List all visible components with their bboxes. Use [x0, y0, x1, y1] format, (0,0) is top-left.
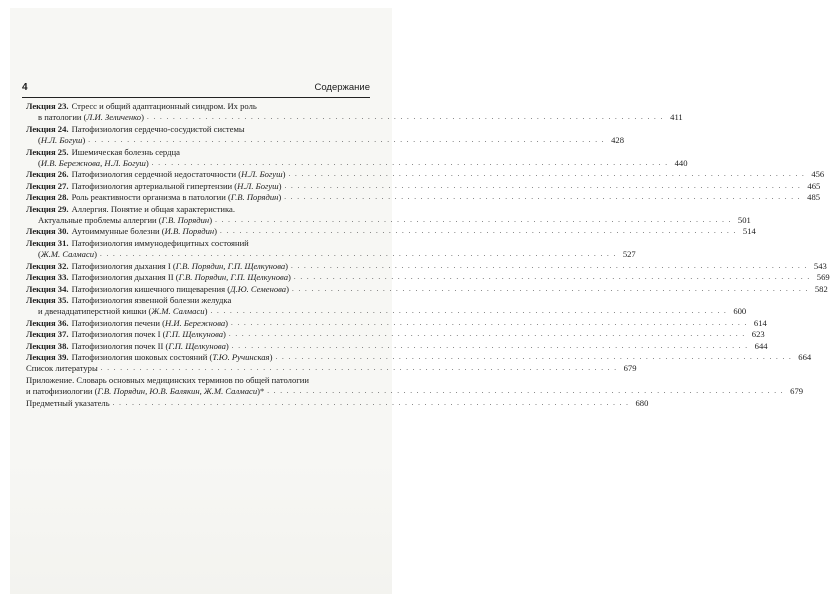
entry-author: Л.И. Зеличенко	[86, 112, 142, 123]
toc-line	[26, 260, 827, 272]
toc-entry	[26, 192, 821, 203]
toc-entry	[26, 329, 765, 340]
toc-entry	[26, 272, 830, 283]
lecture-label: Лекция 24.	[26, 123, 69, 134]
leader-dots: . . . . . . . . . . . . . . . . . . . . . . . . . . . . . . . . . . . . . . . . . . . . . . . . . . . . . . . . . . . . . . . . . . . . . . . . . . . . . . . .	[231, 318, 748, 327]
page-ref: 679	[623, 363, 637, 374]
page-shadow	[10, 460, 392, 594]
page-ref: 465	[807, 180, 821, 191]
page-number: 4	[22, 82, 28, 93]
leader-dots: . . . . . . . . . . . . . . . . . . . . . . . . . . . . . . . . . . . . . . . . . . . . . . . . . . . . . . . . . . . . . . . . . . . . . . . . . . . . . . . .	[88, 136, 605, 145]
entry-author: Ж.М. Салмаси	[40, 249, 95, 260]
entry-title: Патофизиология шоковых состояний (	[71, 351, 213, 362]
leader-dots: . . . . . . . . . . . . . . . . . . . . . . . . . . . . . . . . . . . . . . . . . . . . . . . . . . . . . . . . . . . . . . . . . . . . . . . . . . . . . . . .	[284, 193, 802, 202]
entry-title: (	[38, 249, 41, 260]
page-ref: 664	[798, 351, 812, 362]
toc-entry	[26, 237, 636, 261]
entry-author: Н.Л. Богуш	[237, 180, 279, 191]
toc-entry	[26, 169, 825, 180]
entry-author: Г.П. Щелкунова	[165, 329, 224, 340]
entry-suffix: )	[82, 135, 86, 146]
entry-title: Патофизиология печени (	[71, 317, 165, 328]
toc-line	[26, 238, 371, 249]
lecture-label: Лекция 36.	[26, 317, 69, 328]
lecture-label: Лекция 33.	[26, 272, 69, 283]
page-header	[22, 82, 370, 96]
page-ref: 428	[611, 135, 624, 146]
leader-dots: . . . . . . . . . . . . . . . . . . . . . . . . . . . . . . . . . . . . . . . . . . . . . . . . . . . . . . . . . . . . . . . . . . . . . . . . . . . . . . . .	[231, 341, 749, 350]
leader-dots: . . . . . . . . . . . . . . . . . . . . . . . . . . . . . . . . . . . . . . . . . . . . . . . . . . . . . . . . . . . . . . . . . . . . . . . . . . . . . . . .	[210, 307, 728, 316]
page-ref: 679	[790, 386, 804, 397]
entry-author: Н.Л. Богуш	[40, 135, 83, 146]
leader-dots: . . . . . . . . . . . . . . . . . . . . . . . . . . . . . . . . . . . . . . . . . . . . . . . . . . . . . . . . . . . . . . . . . . . . . . . . . . . . . . . .	[151, 159, 669, 168]
toc-entry	[26, 283, 828, 295]
toc-entry	[26, 146, 688, 170]
page-ref: 456	[811, 169, 825, 180]
toc-line	[26, 272, 830, 283]
toc-entry	[26, 340, 768, 352]
page-ref: 440	[674, 158, 688, 169]
page-ref: 569	[816, 272, 830, 283]
entry-author: Г.В. Порядин, Ю.В. Балякин, Ж.М. Салмаси	[97, 386, 258, 397]
page-ref: 600	[733, 306, 747, 317]
page-ref: 582	[814, 283, 828, 294]
entry-title: Патофизиология кишечного пищеварения (	[71, 283, 231, 294]
leader-dots: . . . . . . . . . . . . . . . . . . . . . . . . . . . . . . . . . . . . . . . . . . . . . . . . . . . . . . . . . . . . . . . . . . . . . . . . . . . . . . . .	[112, 398, 630, 407]
entry-title: Роль реактивности организма в патологии (	[71, 192, 231, 203]
entry-author: Н.И. Бережнова	[165, 317, 226, 328]
lecture-label: Лекция 38.	[26, 340, 69, 351]
toc-line	[26, 101, 371, 112]
entry-suffix: )	[286, 283, 289, 294]
toc-line	[26, 329, 765, 340]
lecture-label: Лекция 30.	[26, 226, 69, 237]
toc-line	[26, 226, 756, 237]
entry-author: Т.Ю. Ручинская	[212, 351, 270, 362]
entry-author: Г.В. Порядин, Г.П. Щелкунова	[178, 272, 289, 283]
leader-dots: . . . . . . . . . . . . . . . . . . . . . . . . . . . . . . . . . . . . . . . . . . . . . . . . . . . . . . . . . . . . . . . . . . . . . . . . . . . . . . . .	[291, 284, 809, 293]
running-head: Содержание	[314, 82, 370, 93]
leader-dots: . . . . . . . . . . . . . . . . . . . . . . . . . . . . . . . . . . . . . . . . . . . . . . . . . . . . . . . . . . . . . . . . . . . . . . . . . . . . . . . .	[288, 170, 806, 179]
entry-suffix: )	[214, 226, 218, 237]
entry-suffix: )	[94, 249, 97, 260]
lecture-label: Лекция 32.	[26, 260, 69, 271]
toc-line	[26, 169, 825, 180]
entry-title: Патофизиология сердечно-сосудистой системы	[71, 123, 245, 134]
leader-dots: . . . . . . . . . . . . . . . . . . . . . . . . . . . . . . . . . . . . . . . . . . . . . . . . . . . . . . . . . . . . . . . . . . . . . . . . . . . . . . . .	[220, 227, 737, 236]
toc-line	[26, 363, 637, 374]
lecture-label: Лекция 25.	[26, 146, 69, 157]
entry-title: Список литературы	[26, 363, 98, 374]
entry-suffix: )	[145, 158, 149, 169]
entry-title: (	[38, 158, 41, 169]
toc-entry	[26, 397, 649, 409]
entry-suffix: )*	[257, 386, 265, 397]
lecture-label: Лекция 23.	[26, 101, 69, 111]
entry-author: И.В. Бережнова, Н.Л. Богуш	[40, 158, 146, 169]
entry-author: Г.В. Порядин	[230, 192, 279, 203]
entry-suffix: )	[223, 329, 226, 340]
toc-line	[26, 397, 649, 409]
toc-entry	[26, 226, 756, 237]
toc-line	[26, 317, 767, 329]
entry-title: Аутоиммунные болезни (	[71, 226, 165, 237]
entry-suffix: )	[278, 192, 282, 203]
lecture-label: Лекция 31.	[26, 237, 69, 248]
lecture-label: Лекция 39.	[26, 351, 69, 362]
leader-dots: . . . . . . . . . . . . . . . . . . . . . . . . . . . . . . . . . . . . . . . . . . . . . . . . . . . . . . . . . . . . . . . . . . . . . . . . . . . . . . . .	[275, 352, 793, 361]
lecture-label: Лекция 37.	[26, 329, 69, 340]
toc-entry	[26, 260, 827, 272]
page-ref: 680	[635, 397, 649, 408]
lecture-label: Лекция 28.	[26, 192, 69, 203]
toc-line	[26, 158, 688, 169]
toc-line	[26, 283, 828, 295]
leader-dots: . . . . . . . . . . . . . . . . . . . . . . . . . . . . . . . . . . . . . . . . . . . . . . . . . . . . . . . . . . . . . . . . . . . . . . . . . . . . . . . .	[284, 181, 802, 190]
page-ref: 644	[754, 340, 768, 351]
entry-suffix: )	[282, 169, 286, 180]
entry-title: Актуальные проблемы аллергии (	[38, 215, 162, 226]
toc-entry	[26, 101, 683, 124]
toc-entry	[26, 203, 751, 227]
toc-line	[26, 306, 747, 317]
entry-title: Ишемическая болезнь сердца	[71, 146, 180, 157]
page-ref: 411	[670, 112, 683, 123]
entry-title: Патофизиология артериальной гипертензии (	[71, 180, 238, 191]
lecture-label: Лекция 26.	[26, 169, 69, 180]
toc-line	[26, 249, 636, 260]
toc-line	[26, 124, 371, 135]
lecture-label: Лекция 34.	[26, 283, 69, 294]
toc-line	[26, 112, 683, 123]
entry-title: Патофизиология иммунодефицитных состояний	[71, 237, 249, 248]
entry-title: и патофизиологии (	[26, 386, 98, 397]
entry-title: Патофизиология почек I (	[71, 329, 166, 340]
toc-line	[26, 351, 812, 363]
entry-author: Д.Ю. Семенова	[230, 283, 287, 294]
header-rule	[22, 97, 370, 98]
toc-line	[26, 180, 821, 192]
leader-dots: . . . . . . . . . . . . . . . . . . . . . . . . . . . . . . . . . . . . . . . . . . . . . . . . . . . . . . . . . . . . . . . . . . . . . . . . . . . . . . . .	[228, 330, 746, 339]
entry-suffix: )	[141, 112, 144, 123]
lecture-label: Лекция 27.	[26, 180, 69, 191]
entry-author: Г.П. Щелкунова	[168, 340, 226, 351]
entry-title: в патологии (	[38, 112, 87, 123]
leader-dots: . . . . . . . . . . . . . . . . . . . . . . . . . . . . . . . . . . . . . . . . . . . . . . . . . . . . . . . . . . . . . . . . . . . . . . . . . . . . . . . .	[100, 364, 618, 373]
toc-entry	[26, 123, 624, 147]
entry-title: Стресс и общий адаптационный синдром. Их роль	[71, 101, 257, 111]
page-ref: 485	[807, 192, 821, 203]
toc-line	[26, 135, 624, 146]
toc-entry	[26, 363, 637, 374]
leader-dots: . . . . . . . . . . . . . . . . . . . . . . . . . . . . . . . . . . . . . . . . . . . . . . . . . . . . . . . . . . . . . . . . . . . . . . . . . . . . . . . .	[293, 273, 811, 282]
page-ref: 501	[737, 215, 751, 226]
entry-title: и двенадцатиперстной кишки (	[38, 306, 152, 317]
leader-dots: . . . . . . . . . . . . . . . . . . . . . . . . . . . . . . . . . . . . . . . . . . . . . . . . . . . . . . . . . . . . . . . . . . . . . . . . . . . . . . . .	[146, 113, 664, 122]
entry-title: Приложение. Словарь основных медицинских терминов по общей патологии	[26, 374, 309, 385]
toc-line	[26, 295, 371, 306]
leader-dots: . . . . . . . . . . . . . . . . . . . . . . . . . . . . . . . . . . . . . . . . . . . . . . . . . . . . . . . . . . . . . . . . . . . . . . . . . . . . . . . .	[267, 387, 785, 396]
toc-line	[26, 204, 371, 215]
toc-line	[26, 192, 821, 203]
toc-entry	[26, 351, 812, 363]
table-of-contents	[26, 101, 830, 409]
lecture-label: Лекция 29.	[26, 203, 69, 214]
page-ref: 514	[742, 226, 756, 237]
entry-title: Предметный указатель	[26, 397, 110, 408]
toc-entry	[26, 317, 767, 329]
entry-title: Патофизиология дыхания II (	[71, 272, 179, 283]
toc-line	[26, 215, 751, 226]
entry-author: Ж.М. Салмаси	[151, 306, 205, 317]
page-ref: 543	[813, 260, 827, 271]
entry-title: Патофизиология сердечной недостаточности (	[71, 169, 242, 180]
toc-line	[26, 375, 371, 386]
entry-suffix: )	[285, 260, 289, 271]
lecture-label: Лекция 35.	[26, 294, 69, 305]
entry-suffix: )	[278, 180, 282, 191]
entry-suffix: )	[204, 306, 208, 317]
leader-dots: . . . . . . . . . . . . . . . . . . . . . . . . . . . . . . . . . . . . . . . . . . . . . . . . . . . . . . . . . . . . . . . . . . . . . . . . . . . . . . . .	[291, 261, 808, 270]
entry-suffix: )	[209, 215, 213, 226]
toc-entry	[26, 180, 821, 192]
toc-line	[26, 386, 804, 397]
entry-title: Патофизиология почек II (	[71, 340, 169, 351]
entry-suffix: )	[225, 340, 229, 351]
entry-suffix: )	[288, 272, 291, 283]
entry-title: Патофизиология дыхания I (	[71, 260, 176, 271]
entry-author: Н.Л. Богуш	[241, 169, 283, 180]
entry-author: Г.В. Порядин	[161, 215, 210, 226]
toc-line	[26, 340, 768, 352]
toc-line	[26, 147, 371, 158]
page-ref: 614	[753, 317, 767, 328]
entry-suffix: )	[225, 317, 229, 328]
toc-entry	[26, 294, 747, 318]
entry-suffix: )	[269, 351, 273, 362]
leader-dots: . . . . . . . . . . . . . . . . . . . . . . . . . . . . . . . . . . . . . . . . . . . . . . . . . . . . . . . . . . . . . . . . . . . . . . . . . . . . . . . .	[215, 216, 732, 225]
page-ref: 623	[751, 329, 765, 340]
entry-author: И.В. Порядин	[164, 226, 215, 237]
entry-title: Патофизиология язвенной болезни желудка	[71, 294, 232, 305]
toc-entry	[26, 374, 804, 398]
entry-title: (	[38, 135, 41, 146]
entry-title: Аллергия. Понятие и общая характеристика.	[71, 203, 235, 214]
entry-author: Г.В. Порядин, Г.П. Щелкунова	[175, 260, 286, 271]
page-ref: 527	[622, 249, 636, 260]
leader-dots: . . . . . . . . . . . . . . . . . . . . . . . . . . . . . . . . . . . . . . . . . . . . . . . . . . . . . . . . . . . . . . . . . . . . . . . . . . . . . . . .	[99, 250, 617, 259]
